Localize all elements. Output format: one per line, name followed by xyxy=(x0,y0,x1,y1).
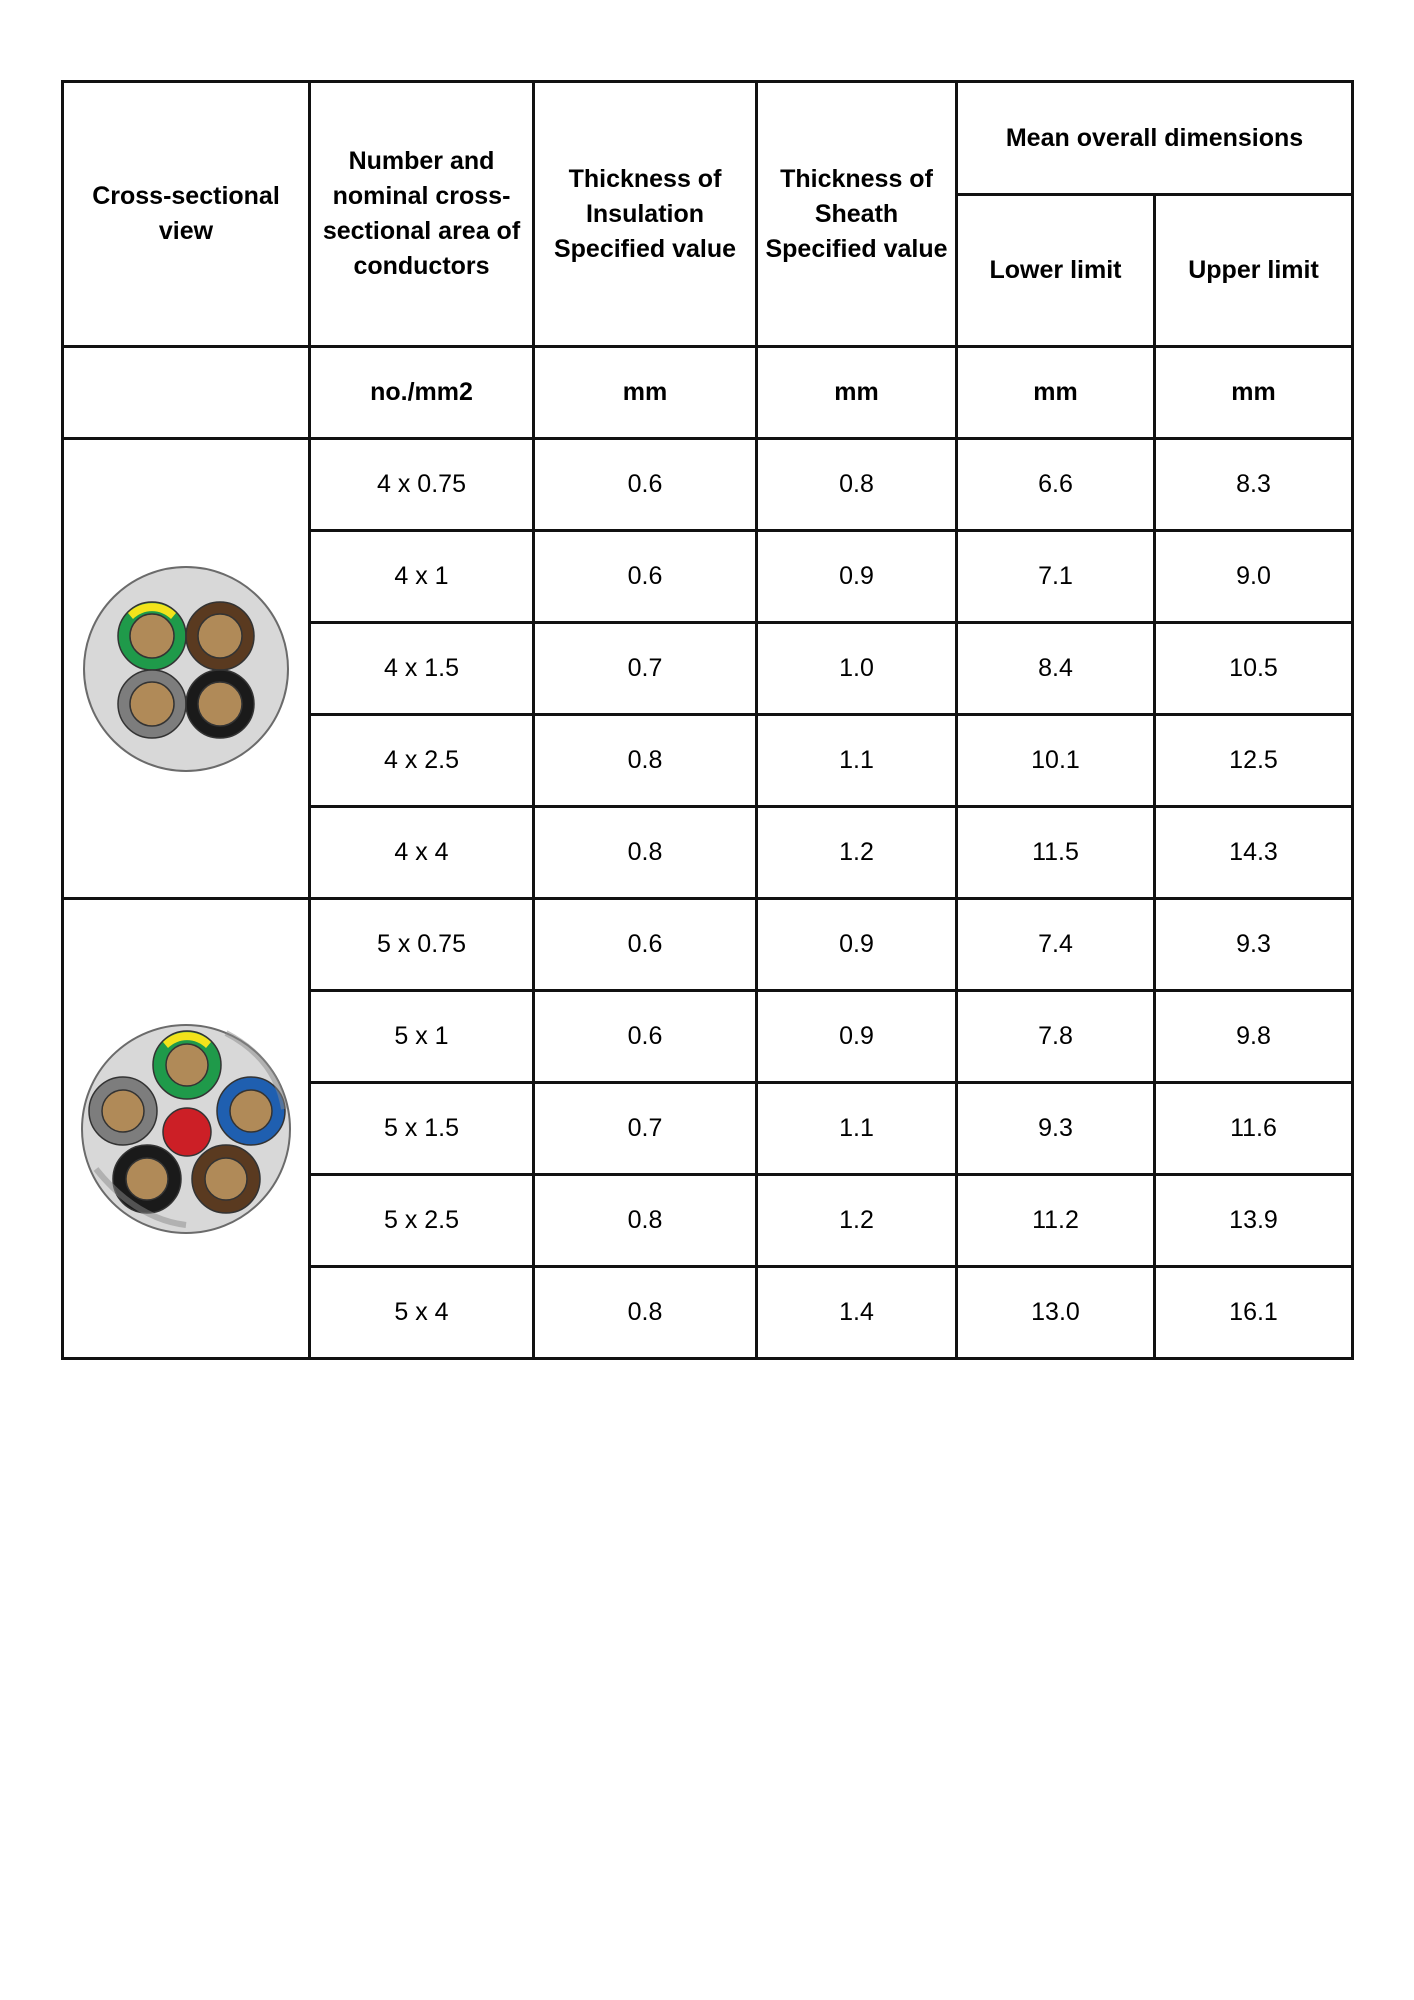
cell-upper: 9.0 xyxy=(1155,531,1353,623)
cell-upper: 10.5 xyxy=(1155,623,1353,715)
cell-lower: 9.3 xyxy=(957,1083,1155,1175)
cell-sheath: 1.1 xyxy=(757,715,957,807)
cell-upper: 9.8 xyxy=(1155,991,1353,1083)
cell-upper: 12.5 xyxy=(1155,715,1353,807)
header-insulation: Thickness of Insulation Specified value xyxy=(534,82,757,347)
cell-lower: 11.2 xyxy=(957,1175,1155,1267)
header-lower-limit: Lower limit xyxy=(957,195,1155,347)
unit-lower: mm xyxy=(957,347,1155,439)
cell-upper: 13.9 xyxy=(1155,1175,1353,1267)
cell-sheath: 1.2 xyxy=(757,807,957,899)
header-upper-limit: Upper limit xyxy=(1155,195,1353,347)
cell-insulation: 0.7 xyxy=(534,623,757,715)
four-core-cable-cross-section-icon xyxy=(76,559,296,779)
table-row xyxy=(63,899,1353,991)
cell-insulation: 0.8 xyxy=(534,715,757,807)
cell-upper: 9.3 xyxy=(1155,899,1353,991)
cell-conductors: 4 x 1 xyxy=(310,531,534,623)
cell-insulation: 0.6 xyxy=(534,439,757,531)
cell-insulation: 0.8 xyxy=(534,1175,757,1267)
cable-spec-table xyxy=(61,80,1354,1360)
cell-sheath: 0.9 xyxy=(757,991,957,1083)
cross-section-cell-5-core xyxy=(63,899,310,1359)
cell-insulation: 0.8 xyxy=(534,1267,757,1359)
cell-upper: 16.1 xyxy=(1155,1267,1353,1359)
cell-sheath: 1.4 xyxy=(757,1267,957,1359)
header-sheath: Thickness of Sheath Specified value xyxy=(757,82,957,347)
cell-conductors: 5 x 2.5 xyxy=(310,1175,534,1267)
cell-conductors: 4 x 1.5 xyxy=(310,623,534,715)
unit-insulation: mm xyxy=(534,347,757,439)
header-mean-overall: Mean overall dimensions xyxy=(957,82,1353,195)
cell-insulation: 0.7 xyxy=(534,1083,757,1175)
cell-insulation: 0.8 xyxy=(534,807,757,899)
cell-insulation: 0.6 xyxy=(534,991,757,1083)
unit-cross-section xyxy=(63,347,310,439)
five-core-cable-cross-section-icon xyxy=(76,1019,296,1239)
cell-conductors: 4 x 2.5 xyxy=(310,715,534,807)
unit-conductors: no./mm2 xyxy=(310,347,534,439)
cell-lower: 10.1 xyxy=(957,715,1155,807)
cell-insulation: 0.6 xyxy=(534,531,757,623)
unit-upper: mm xyxy=(1155,347,1353,439)
header-row-1 xyxy=(63,82,1353,195)
cell-conductors: 4 x 0.75 xyxy=(310,439,534,531)
cell-sheath: 0.8 xyxy=(757,439,957,531)
cell-lower: 7.4 xyxy=(957,899,1155,991)
cell-lower: 6.6 xyxy=(957,439,1155,531)
units-row xyxy=(63,347,1353,439)
header-cross-section: Cross-sectional view xyxy=(63,82,310,347)
cell-lower: 8.4 xyxy=(957,623,1155,715)
cell-lower: 7.1 xyxy=(957,531,1155,623)
cell-sheath: 0.9 xyxy=(757,899,957,991)
cell-conductors: 5 x 1.5 xyxy=(310,1083,534,1175)
cell-conductors: 5 x 0.75 xyxy=(310,899,534,991)
cell-insulation: 0.6 xyxy=(534,899,757,991)
cell-sheath: 1.2 xyxy=(757,1175,957,1267)
cell-sheath: 1.1 xyxy=(757,1083,957,1175)
cell-upper: 14.3 xyxy=(1155,807,1353,899)
cell-lower: 13.0 xyxy=(957,1267,1155,1359)
cell-conductors: 5 x 1 xyxy=(310,991,534,1083)
cell-sheath: 1.0 xyxy=(757,623,957,715)
cell-sheath: 0.9 xyxy=(757,531,957,623)
cell-upper: 11.6 xyxy=(1155,1083,1353,1175)
table-row xyxy=(63,439,1353,531)
cell-conductors: 4 x 4 xyxy=(310,807,534,899)
cell-lower: 7.8 xyxy=(957,991,1155,1083)
cross-section-cell-4-core xyxy=(63,439,310,899)
unit-sheath: mm xyxy=(757,347,957,439)
header-conductors: Number and nominal cross-sectional area of conductors xyxy=(310,82,534,347)
cell-lower: 11.5 xyxy=(957,807,1155,899)
cell-upper: 8.3 xyxy=(1155,439,1353,531)
cell-conductors: 5 x 4 xyxy=(310,1267,534,1359)
